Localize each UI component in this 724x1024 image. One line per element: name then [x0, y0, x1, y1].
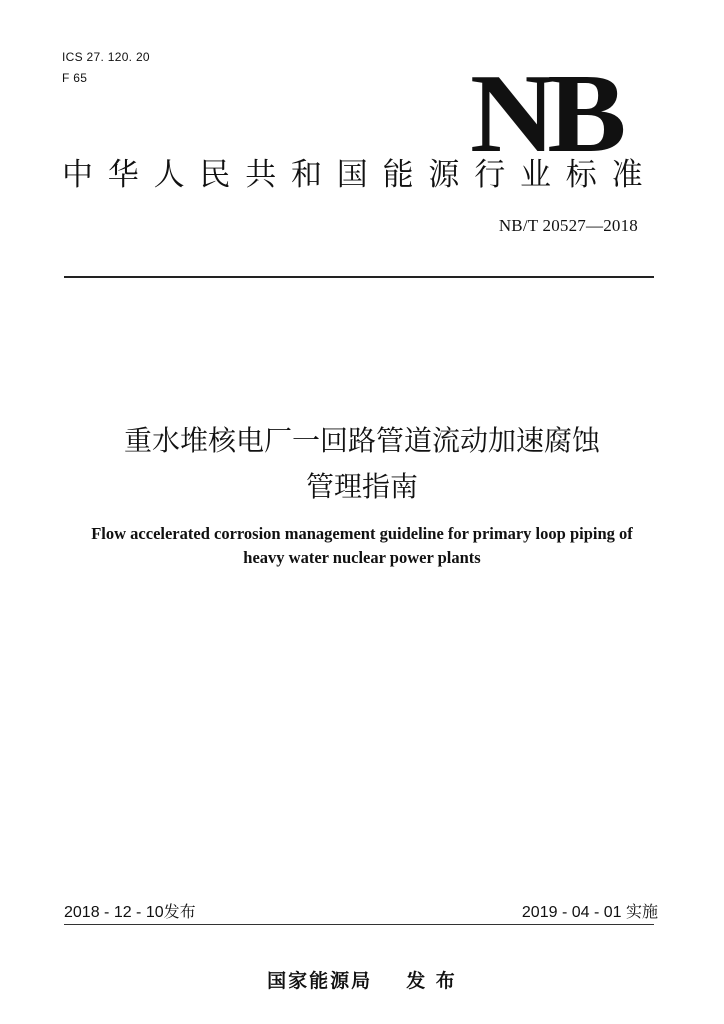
issue-date-label: 发布 — [163, 902, 196, 921]
document-title-cn — [62, 418, 662, 510]
implementation-date-value: 2019 - 04 - 01 — [521, 904, 622, 921]
issue-date-value: 2018 - 12 - 10 — [64, 904, 164, 921]
title-en-line-1: Flow accelerated corrosion management guideline for primary loop piping of — [91, 524, 633, 543]
issuer-title: 中华人民共和国能源行业标准 — [62, 157, 658, 193]
issuing-authority — [0, 966, 724, 993]
authority-name: 国家能源局 — [267, 970, 373, 992]
footer-divider — [64, 924, 654, 925]
title-cn-line-2: 管理指南 — [305, 470, 418, 503]
document-title-en — [52, 522, 672, 570]
publish-label: 发 布 — [406, 970, 457, 992]
standard-number: NB/T 20527—2018 — [498, 216, 638, 235]
nb-logo: NB — [470, 52, 618, 176]
title-cn-line-1: 重水堆核电厂一回路管道流动加速腐蚀 — [123, 424, 600, 457]
implementation-date-label: 实施 — [625, 902, 658, 921]
issue-date — [64, 901, 196, 924]
header-divider — [64, 276, 654, 278]
implementation-date — [522, 901, 658, 924]
ics-code: ICS 27. 120. 20 — [62, 50, 150, 64]
ccs-code: F 65 — [62, 71, 88, 85]
title-en-line-2: heavy water nuclear power plants — [243, 548, 481, 567]
